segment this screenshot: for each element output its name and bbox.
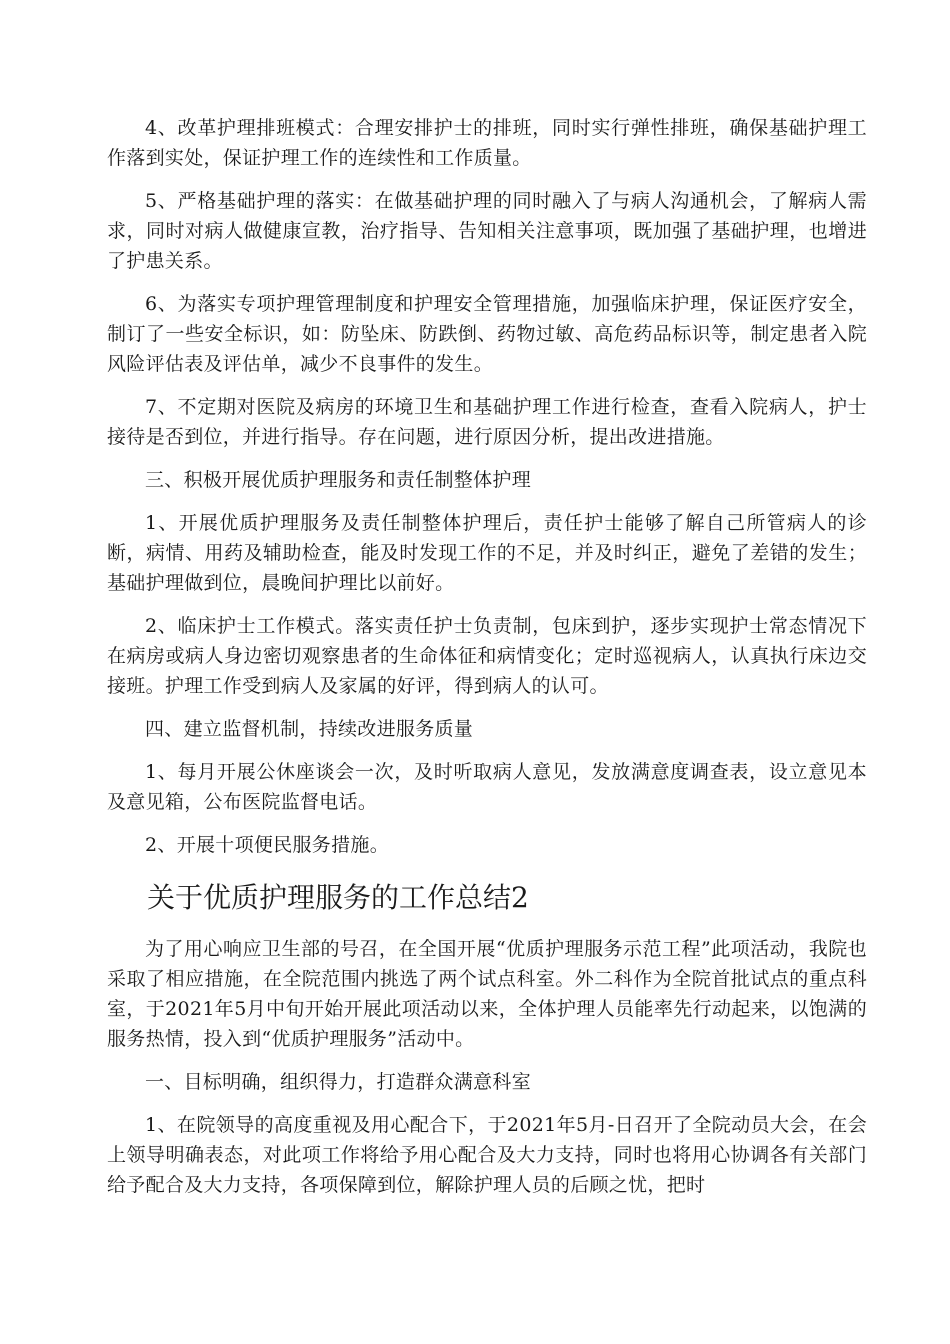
paragraph-quality-service: 1、开展优质护理服务及责任制整体护理后，责任护士能够了解自己所管病人的诊断，病情、用药及辅助检查，能及时发现工作的不足，并及时纠正，避免了差错的发生；基础护理做到位，晨晚间护理比以前好。 [107,512,867,594]
paragraph-introduction: 为了用心响应卫生部的号召，在全国开展“优质护理服务示范工程”此项活动，我院也采取了相应措施，在全院范围内挑选了两个试点科室。外二科作为全院首批试点的重点科室，于2021年5月中旬开始开展此项活动以来，全体护理人员能率先行动起来，以饱满的服务热情，投入到“优质护理服务”活动中。 [107,938,867,1050]
section-heading-four: 四、建立监督机制，持续改进服务质量 [145,718,474,740]
section-heading-one: 一、目标明确，组织得力，打造群众满意科室 [145,1071,532,1093]
paragraph-nursing-schedule: 4、改革护理排班模式：合理安排护士的排班，同时实行弹性排班，确保基础护理工作落到实处，保证护理工作的连续性和工作质量。 [107,117,867,169]
paragraph-safety-measures: 6、为落实专项护理管理制度和护理安全管理措施，加强临床护理，保证医疗安全，制订了一些安全标识，如：防坠床、防跌倒、药物过敏、高危药品标识等，制定患者入院风险评估表及评估单，减少不良事件的发生。 [107,293,867,375]
paragraph-leadership-support: 1、在院领导的高度重视及用心配合下，于2021年5月-日召开了全院动员大会，在会上领导明确表态，对此项工作将给予用心配合及大力支持，同时也将用心协调各有关部门给予配合及大力支持，各项保障到位，解除护理人员的后顾之忧，把时 [107,1114,867,1196]
section-heading-three: 三、积极开展优质护理服务和责任制整体护理 [145,469,532,491]
paragraph-basic-nursing: 5、严格基础护理的落实：在做基础护理的同时融入了与病人沟通机会，了解病人需求，同时对病人做健康宣教，治疗指导、告知相关注意事项，既加强了基础护理，也增进了护患关系。 [107,190,867,272]
paragraph-convenience-measures: 2、开展十项便民服务措施。 [145,834,389,856]
paragraph-work-mode: 2、临床护士工作模式。落实责任护士负责制，包床到护，逐步实现护士常态情况下在病房或病人身边密切观察患者的生命体征和病情变化；定时巡视病人，认真执行床边交接班。护理工作受到病人及家属的好评，得到病人的认可。 [107,615,867,697]
document-title: 关于优质护理服务的工作总结2 [147,881,529,914]
document-page [107,113,867,1200]
paragraph-inspection: 7、不定期对医院及病房的环境卫生和基础护理工作进行检查，查看入院病人，护士接待是否到位，并进行指导。存在问题，进行原因分析，提出改进措施。 [107,396,867,448]
paragraph-monthly-meeting: 1、每月开展公休座谈会一次，及时听取病人意见，发放满意度调查表，设立意见本及意见箱，公布医院监督电话。 [107,761,867,813]
